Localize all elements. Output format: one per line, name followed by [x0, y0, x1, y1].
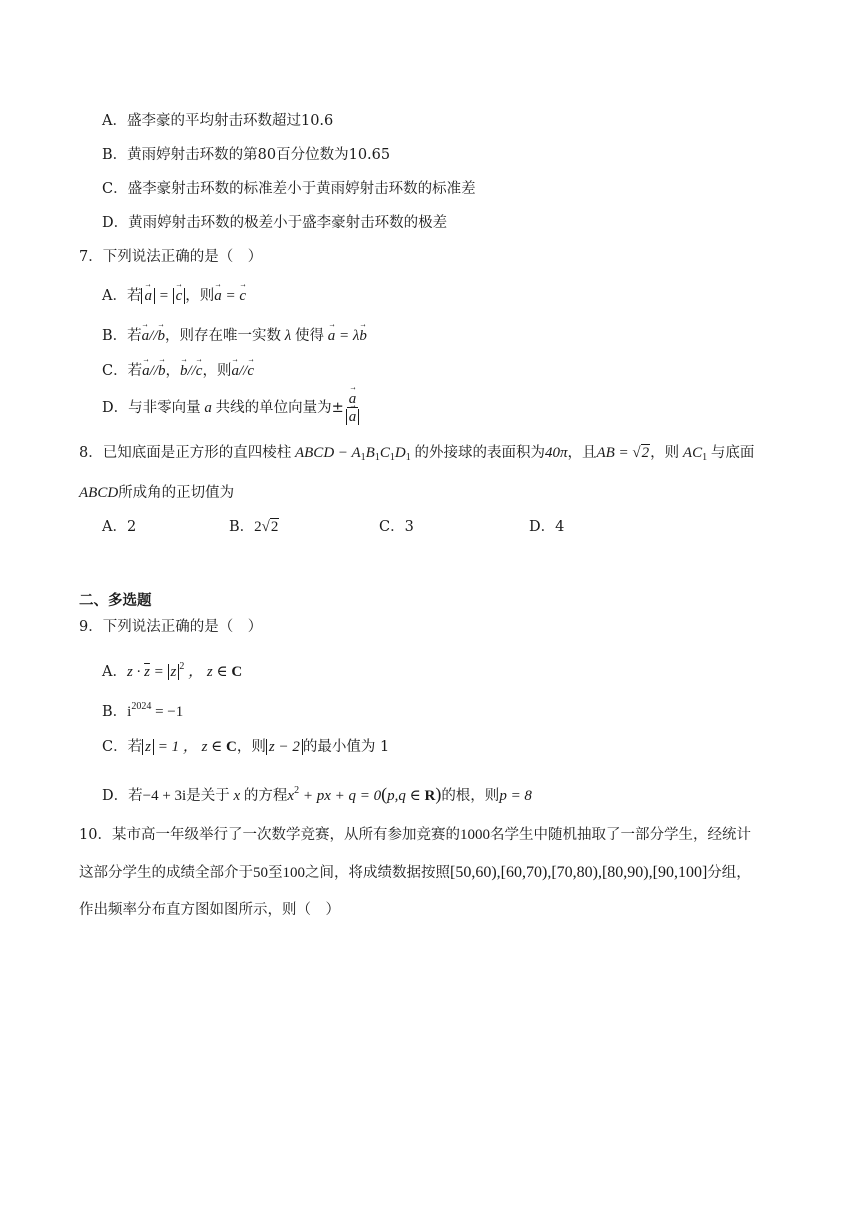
q9-d-result: p = 8: [499, 788, 532, 804]
q7-option-a: [102, 286, 246, 306]
q7-c-mid: ，则: [202, 363, 232, 379]
q9-a-formula: $z \cdot \overline{z} = z$ $^2$ ， z ∈ C: [126, 661, 243, 680]
q7-d-fraction: → a → a: [346, 391, 360, 426]
q8-t2: ，且: [567, 445, 597, 461]
q8-area: 40π: [544, 445, 568, 461]
q8-b-value: 2√2: [254, 519, 279, 535]
q9-c-formula: z = 1 ， z ∈ C: [142, 739, 237, 755]
q7-a-result: → a = → c: [214, 288, 246, 304]
q8-t3: ，则: [650, 445, 680, 461]
q8-t4: 与底面: [710, 445, 755, 461]
q10-line1a: 10．某市高一年级举行了一次数学竞赛，从所有参加竞赛的: [79, 827, 460, 843]
q7-b-lambda: λ: [281, 328, 295, 344]
q8-t1: 的外接球的表面积为: [414, 445, 545, 461]
q9-option-b: [102, 697, 183, 722]
q7-a-label: A．若: [102, 288, 142, 304]
q8-option-c: C．3: [379, 519, 414, 535]
q9-c-end: 的最小值为 1: [302, 739, 390, 755]
q8-option-a: A．2: [102, 519, 137, 535]
q8-ac1: $AC_1$: [679, 445, 708, 463]
q7-option-c: [102, 361, 254, 381]
q8-line2: [79, 483, 234, 503]
q7-c-formula1: → a//→ b: [142, 363, 165, 379]
q8-ab: AB = √2: [596, 445, 650, 461]
q9-stem: 9．下列说法正确的是（ ）: [79, 619, 263, 635]
q7-b-formula: → a//→ b: [142, 328, 165, 344]
q9-option-c: [102, 737, 389, 757]
q10-lo: 50: [253, 865, 268, 881]
q8-base: ABCD: [79, 485, 119, 501]
q7-b-mid2: 使得: [295, 328, 324, 344]
q6-option-b: B．黄雨婷射击环数的第80百分位数为10.65: [102, 147, 391, 163]
q9-b-label: B．: [102, 704, 128, 720]
q10-line2c: 分组，: [707, 865, 751, 881]
q7-c-label: C．若: [102, 363, 143, 379]
q9-d-root: −4 + 3i: [142, 788, 187, 804]
q10-mid: 至: [268, 865, 283, 881]
q10-line1b: 名学生中随机抽取了一部分学生，经统计: [489, 827, 751, 843]
q9-d-t1: 是关于: [186, 788, 230, 804]
q10-n: 1000: [459, 827, 490, 843]
q10-line2: [79, 863, 751, 883]
q7-a-mid: ，则: [185, 288, 215, 304]
q9-c-label: C．若: [102, 739, 143, 755]
q9-d-t2: 的方程: [243, 788, 288, 804]
q9-c-mid: ，则: [236, 739, 266, 755]
q10-line2b: 之间，将成绩数据按照: [305, 865, 450, 881]
q8-option-b: [229, 517, 279, 537]
q7-option-d: [102, 388, 359, 428]
q10-line3: 作出频率分布直方图如图所示，则（ ）: [79, 902, 340, 918]
q10-hi: 100: [282, 865, 305, 881]
q8-prism: ABCD − $A_1B_1C_1D_1$: [291, 445, 411, 463]
q9-option-d: [102, 781, 532, 806]
q7-c-sep: ，: [165, 363, 180, 379]
q9-d-x: x: [229, 788, 244, 804]
q7-option-b: [102, 326, 367, 346]
q7-d-text: D．与非零向量: [102, 400, 201, 416]
q9-option-a: [102, 657, 242, 682]
q7-b-mid: ，则存在唯一实数: [165, 328, 281, 344]
q10-line2a: 这部分学生的成绩全部介于: [79, 865, 253, 881]
q6-option-c: C．盛李豪射击环数的标准差小于黄雨婷射击环数的标准差: [102, 181, 476, 197]
q9-d-equation: $x^2$ + px + q = 0(p,q ∈ R): [287, 784, 442, 804]
q7-d-vector: a: [200, 400, 216, 416]
q9-d-t3: 的根，则: [441, 788, 500, 804]
q6-option-d: D．黄雨婷射击环数的极差小于盛李豪射击环数的极差: [102, 215, 448, 231]
q9-a-label: A．: [102, 664, 127, 680]
q9-b-formula: $i^{2024} = -1$: [127, 701, 184, 720]
q7-b-result: → a = λ→ b: [324, 328, 367, 344]
q7-d-text2: 共线的单位向量为±: [215, 400, 344, 416]
q6-option-a: A．盛李豪的平均射击环数超过10.6: [102, 113, 334, 129]
q7-c-formula2: → b//→ c: [180, 363, 203, 379]
q7-stem: 7．下列说法正确的是（ ）: [79, 249, 263, 265]
q9-d-label: D．若: [102, 788, 143, 804]
q7-b-label: B．若: [102, 328, 142, 344]
q8-num: 8．已知底面是正方形的直四棱柱: [79, 445, 292, 461]
q10-line1: [79, 825, 751, 845]
q10-intervals: [50,60),[60,70),[70,80),[80,90),[90,100]: [450, 864, 708, 881]
q8-line1: [79, 443, 754, 468]
q7-a-formula: → a = → c: [141, 288, 185, 304]
q7-c-result: → a//→ c: [231, 363, 254, 379]
section-title-multiple-choice: 二、多选题: [79, 592, 152, 609]
q8-option-d: D．4: [529, 519, 565, 535]
q8-b-label: B．: [229, 519, 255, 535]
q8-line2-text: 所成角的正切值为: [118, 485, 235, 501]
q9-c-expr: z − 2: [266, 739, 303, 755]
